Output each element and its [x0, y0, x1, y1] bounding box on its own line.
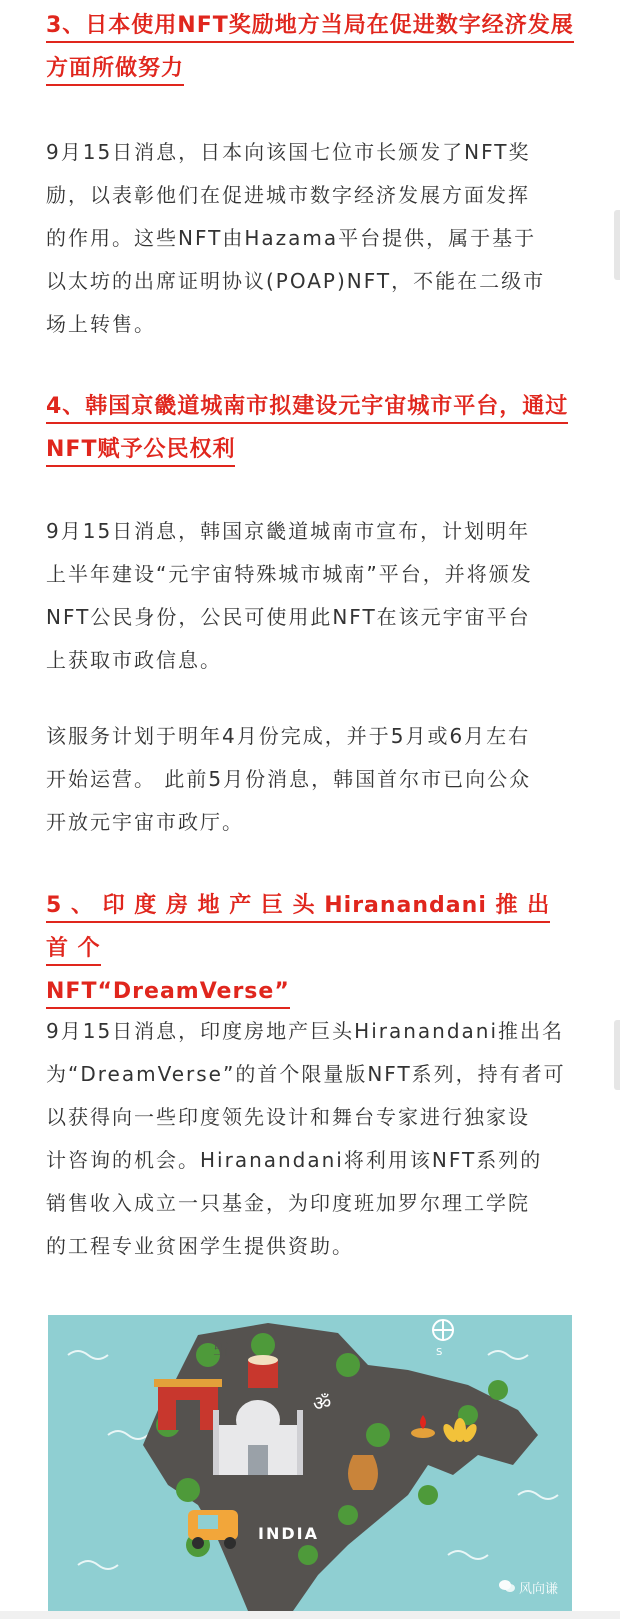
watermark: [499, 1578, 558, 1597]
section-4: [46, 385, 574, 471]
india-map-svg: [48, 1315, 572, 1611]
paragraph: 9月15日消息，印度房地产巨头Hiranandani推出名 为“DreamVerse”的首个限量版NFT系列，持有者可 以获得向一些印度领先设计和舞台专家进行独家设 计咨询的机会。Hiranandani将利用该NFT系列的 销售收入成立一只基金，为印度班加罗尔理工学院 的工程专业贫困学生提供资助。: [46, 1019, 566, 1258]
compass-south-label: S: [436, 1347, 443, 1358]
section-heading: [46, 4, 574, 90]
wechat-icon: [499, 1579, 515, 1597]
scroll-indicator: [614, 210, 620, 280]
vase-decoration: [348, 1455, 378, 1490]
om-icon: ॐ: [313, 1391, 332, 1415]
bottom-strip: [0, 1611, 620, 1619]
section-5-paragraph: [46, 1010, 574, 1268]
section-5: [46, 884, 574, 1013]
india-illustration: [48, 1315, 572, 1611]
paragraph: 该服务计划于明年4月份完成，并于5月或6月左右 开始运营。 此前5月份消息，韩国首尔市已向公众 开放元宇宙市政厅。: [46, 724, 532, 834]
heading-line: 3、日本使用NFT奖励地方当局在促进数字经济发展: [46, 13, 574, 43]
heading-line: NFT“DreamVerse”: [46, 979, 290, 1009]
section-4-paragraph-1: [46, 510, 574, 682]
scroll-indicator: [614, 1020, 620, 1090]
heading-line: 5 、 印 度 房 地 产 巨 头 Hiranandani 推 出 首 个: [46, 893, 550, 966]
section-3-paragraph: [46, 131, 574, 346]
section-heading: [46, 385, 574, 471]
section-heading: [46, 884, 574, 1013]
heading-line: 4、韩国京畿道城南市拟建设元宇宙城市平台，通过: [46, 394, 568, 424]
compass-icon: [433, 1320, 453, 1340]
section-3: [46, 4, 574, 90]
paragraph: 9月15日消息，日本向该国七位市长颁发了NFT奖 励，以表彰他们在促进城市数字经济发展方面发挥 的作用。这些NFT由Hazama平台提供，属于基于 以太坊的出席证明协议(POAP)NFT，不能在二级市 场上转售。: [46, 140, 546, 336]
heading-line: NFT赋予公民权利: [46, 437, 235, 467]
paragraph: 9月15日消息，韩国京畿道城南市宣布，计划明年 上半年建设“元宇宙特殊城市城南”平台，并将颁发 NFT公民身份，公民可使用此NFT在该元宇宙平台 上获取市政信息。: [46, 519, 533, 672]
section-4-paragraph-2: [46, 715, 574, 844]
heading-line: 方面所做努力: [46, 56, 184, 86]
watermark-text: 风向谦: [518, 1582, 558, 1597]
swastik-icon: 卐: [213, 1340, 230, 1359]
drum-decoration: [248, 1355, 278, 1388]
gate-landmark: [154, 1379, 222, 1430]
map-label: INDIA: [258, 1524, 319, 1543]
